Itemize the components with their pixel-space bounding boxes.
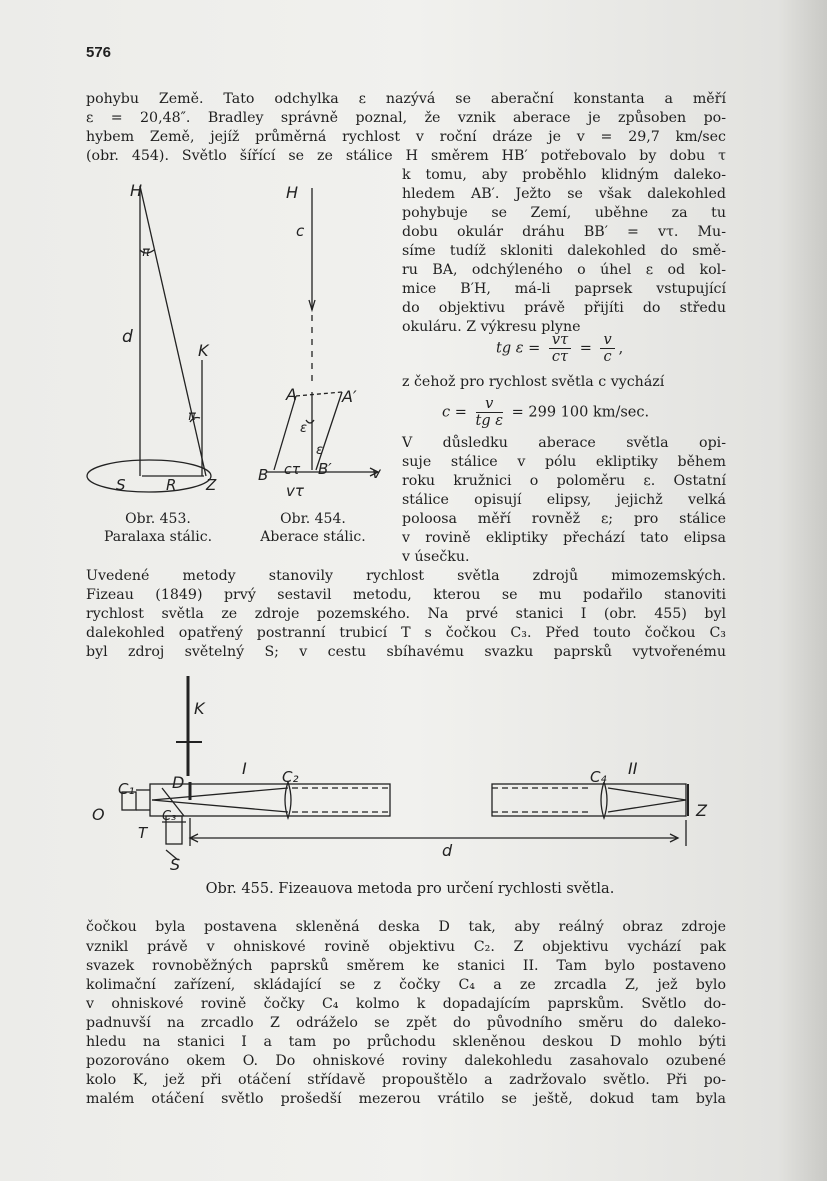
figure-455-fizeau xyxy=(92,670,732,880)
text-line: z čehož pro rychlost světla c vychází xyxy=(402,374,665,390)
label-epsilon: ε xyxy=(300,421,308,436)
figure-454-caption: Obr. 454. Aberace stálic. xyxy=(260,511,366,545)
text-line: hledu na stanici I a tam po průchodu skleněnou deskou D mohlo býti xyxy=(86,1034,726,1050)
text-line: ε = 20,48″. Bradley správně poznal, že vznik aberace je způsoben po- xyxy=(86,110,726,126)
label-I: I xyxy=(242,759,247,778)
text-line: roku kružnici o poloměru ε. Ostatní xyxy=(402,473,726,489)
text-line: pohybuje se Zemí, uběhne za tu xyxy=(402,205,726,221)
label-v-tau: vτ xyxy=(286,482,304,500)
text-line: suje stálice v pólu ekliptiky během xyxy=(402,454,726,470)
label-R: R xyxy=(166,476,177,494)
label-d: d xyxy=(442,841,453,860)
text-line: v ohniskové rovině čočky C₄ kolmo k dopadajícím paprskům. Světlo do- xyxy=(86,996,726,1012)
label-S: S xyxy=(116,476,126,494)
label-K: K xyxy=(198,341,209,360)
label-B-prime: B′ xyxy=(318,460,332,478)
figure-453-parallax xyxy=(87,186,211,492)
text-line: (obr. 454). Světlo šířící se ze stálice H směrem HB′ potřebovalo by dobu τ xyxy=(86,148,726,164)
text-line: byl zdroj světelný S; v cestu sbíhavému svazku paprsků vytvořenému xyxy=(86,644,726,660)
label-S: S xyxy=(170,855,181,874)
figure-454-aberration xyxy=(266,188,378,476)
label-T: T xyxy=(138,824,148,842)
text-line: v rovině ekliptiky přechází tato elipsa xyxy=(402,530,726,546)
label-C1: C₁ xyxy=(118,780,135,798)
text-line: malém otáčení světlo prošedší mezerou vrátilo se ještě, dokud tam byla xyxy=(86,1091,726,1107)
text-line: do objektivu právě přijíti do středu xyxy=(402,300,726,316)
label-Z: Z xyxy=(696,801,707,820)
text-line: rychlost světla ze zdroje pozemského. Na prvé stanici I (obr. 455) byl xyxy=(86,606,726,622)
text-line: vznikl právě v ohniskové rovině objektivu C₂. Z objektivu vychází pak xyxy=(86,939,726,955)
text-line: v úsečku. xyxy=(402,549,470,565)
label-Z: Z xyxy=(206,476,217,494)
text-line: stálice opisují elipsy, jejichž velká xyxy=(402,492,726,508)
page-number: 576 xyxy=(86,44,112,61)
label-H: H xyxy=(286,183,299,202)
label-pi: π xyxy=(188,409,196,424)
text-line: čočkou byla postavena skleněná deska D tak, aby reálný obraz zdroje xyxy=(86,919,726,935)
text-line: kolo K, jež při otáčení střídavě propouštělo a zadržovalo světlo. Při po- xyxy=(86,1072,726,1088)
label-c-tau: cτ xyxy=(284,462,301,478)
text-line: pozorováno okem O. Do ohniskové roviny dalekohledu zasahovalo ozubené xyxy=(86,1053,726,1069)
label-C2: C₂ xyxy=(282,768,299,786)
equation-tg-epsilon: tg ε = $\frac{v\tau}{c\tau}$ = $\frac{v}{c}$ , xyxy=(496,332,624,365)
label-D: D xyxy=(172,773,185,792)
text-line: dalekohled opatřený postranní trubicí T s čočkou C₃. Před touto čočkou C₃ xyxy=(86,625,726,641)
label-v: v xyxy=(372,464,381,482)
text-line: ru BA, odchýleného o úhel ε od kol- xyxy=(402,262,726,278)
label-B: B xyxy=(258,466,269,484)
label-epsilon: ε xyxy=(316,443,324,458)
text-line: poloosa měří rovněž ε; pro stálice xyxy=(402,511,726,527)
text-line: hybem Země, jejíž průměrná rychlost v roční dráze je v = 29,7 km/sec xyxy=(86,129,726,145)
label-pi: π xyxy=(142,245,150,260)
label-II: II xyxy=(628,759,638,778)
text-line: dobu okulár dráhu BB′ = vτ. Mu- xyxy=(402,224,726,240)
label-K: K xyxy=(194,699,205,718)
text-line: pohybu Země. Tato odchylka ε nazývá se aberační konstanta a měří xyxy=(86,91,726,107)
text-line: síme tudíž skloniti dalekohled do smě- xyxy=(402,243,726,259)
label-c: c xyxy=(296,222,305,240)
text-line: kolimační zařízení, skládající se z čočky C₄ a ze zrcadla Z, jež bylo xyxy=(86,977,726,993)
text-line: padnuvší na zrcadlo Z odráželo se zpět do původního směru do daleko- xyxy=(86,1015,726,1031)
text-line: hledem AB′. Ježto se však dalekohled xyxy=(402,186,726,202)
equation-speed-of-light: c = $\frac{v}{\text{tg ε}}$ = 299 100 km/sec. xyxy=(442,396,650,429)
figure-455-caption: Obr. 455. Fizeauova metoda pro určení rychlosti světla. xyxy=(205,881,615,897)
label-A: A xyxy=(286,385,297,404)
label-d: d xyxy=(122,327,133,347)
label-A-prime: A′ xyxy=(342,387,357,406)
text-line: svazek rovnoběžných paprsků směrem ke stanici II. Tam bylo postaveno xyxy=(86,958,726,974)
label-O: O xyxy=(92,805,105,824)
label-H: H xyxy=(130,181,143,200)
text-line: Uvedené metody stanovily rychlost světla zdrojů mimozemských. xyxy=(86,568,726,584)
text-line: V důsledku aberace světla opi- xyxy=(402,435,726,451)
figure-453-454 xyxy=(80,170,400,510)
label-C3: C₃ xyxy=(162,809,177,824)
text-line: okuláru. Z výkresu plyne xyxy=(402,319,581,335)
text-line: Fizeau (1849) prvý sestavil metodu, kterou se mu podařilo stanoviti xyxy=(86,587,726,603)
text-line: k tomu, aby proběhlo klidným daleko- xyxy=(402,167,726,183)
label-C4: C₄ xyxy=(590,768,607,786)
text-line: mice B′H, má-li paprsek vstupující xyxy=(402,281,726,297)
figure-453-caption: Obr. 453. Paralaxa stálic. xyxy=(103,511,213,545)
